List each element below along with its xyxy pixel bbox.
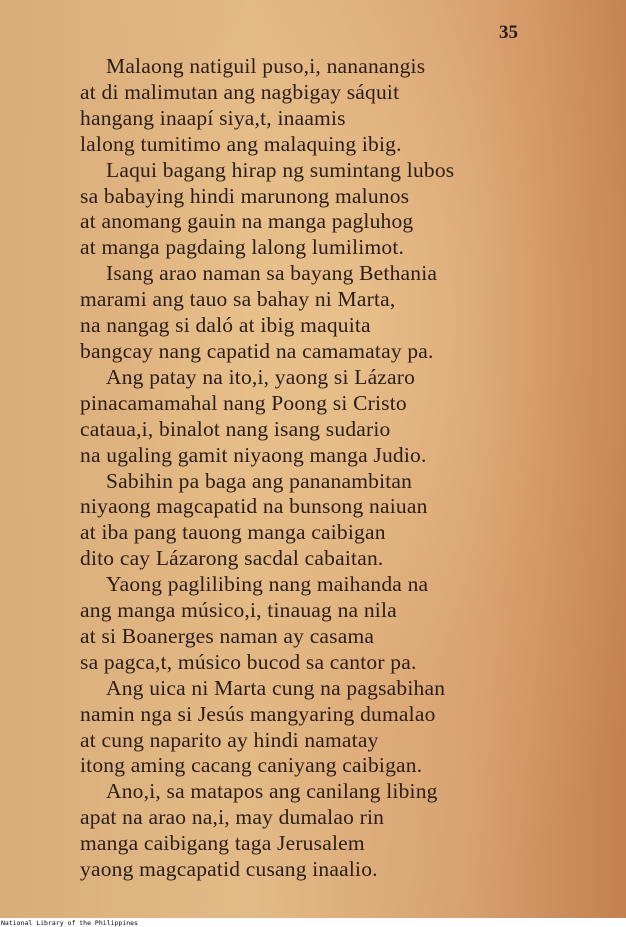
- stanza: [80, 572, 560, 676]
- poem-line: Yaong paglilibing nang maihanda na: [106, 572, 429, 597]
- poem-line: Isang arao naman sa bayang Bethania: [106, 261, 438, 286]
- poem-line: Ang patay na ito,i, yaong si Lázaro: [106, 364, 416, 389]
- poem-line: at manga pagdaing lalong lumilimot.: [80, 235, 405, 260]
- poem-line: itong aming cacang caniyang caibigan.: [80, 753, 423, 778]
- poem-line: sa babaying hindi marunong malunos: [80, 183, 410, 208]
- poem-line: apat na arao na,i, may dumalao rin: [80, 805, 385, 830]
- library-credit: National Library of the Philippines: [1, 919, 138, 927]
- stanza: [80, 54, 560, 158]
- poem-line: hangang inaapí siya,t, inaamis: [80, 105, 346, 130]
- poem-line: Ang uica ni Marta cung na pagsabihan: [106, 675, 446, 700]
- poem-line: ang manga músico,i, tinauag na nila: [80, 598, 397, 623]
- poem-text: [80, 54, 560, 883]
- poem-line: na nangag si daló at ibig maquita: [80, 313, 371, 338]
- poem-line: Laqui bagang hirap ng sumintang lubos: [106, 157, 455, 182]
- poem-line: dito cay Lázarong sacdal cabaitan.: [80, 546, 384, 571]
- poem-line: cataua,i, binalot nang isang sudario: [80, 416, 391, 441]
- poem-line: sa pagca,t, músico bucod sa cantor pa.: [80, 649, 417, 674]
- poem-line: lalong tumitimo ang malaquing ibig.: [80, 131, 402, 156]
- poem-line: at cung naparito ay hindi namatay: [80, 727, 379, 752]
- stanza: [80, 779, 560, 883]
- poem-line: marami ang tauo sa bahay ni Marta,: [80, 287, 396, 312]
- poem-line: niyaong magcapatid na bunsong naiuan: [80, 494, 428, 519]
- stanza: [80, 676, 560, 780]
- poem-line: Sabihin pa baga ang pananambitan: [106, 468, 413, 493]
- poem-line: namin nga si Jesús mangyaring dumalao: [80, 701, 436, 726]
- stanza: [80, 261, 560, 365]
- poem-line: Malaong natiguil puso,i, nananangis: [106, 54, 426, 78]
- poem-line: pinacamamahal nang Poong si Cristo: [80, 390, 407, 415]
- stanza: [80, 365, 560, 469]
- poem-line: at si Boanerges naman ay casama: [80, 623, 375, 648]
- poem-line: at iba pang tauong manga caibigan: [80, 520, 386, 545]
- stanza: [80, 158, 560, 262]
- poem-line: manga caibigang taga Jerusalem: [80, 831, 365, 856]
- stanza: [80, 469, 560, 573]
- page-number: 35: [499, 22, 518, 43]
- poem-line: yaong magcapatid cusang inaalio.: [80, 857, 378, 882]
- poem-line: at anomang gauin na manga pagluhog: [80, 209, 414, 234]
- poem-line: Ano,i, sa matapos ang canilang libing: [106, 779, 438, 804]
- poem-line: bangcay nang capatid na camamatay pa.: [80, 338, 434, 363]
- poem-line: na ugaling gamit niyaong manga Judio.: [80, 442, 427, 467]
- poem-line: at di malimutan ang nagbigay sáquit: [80, 79, 400, 104]
